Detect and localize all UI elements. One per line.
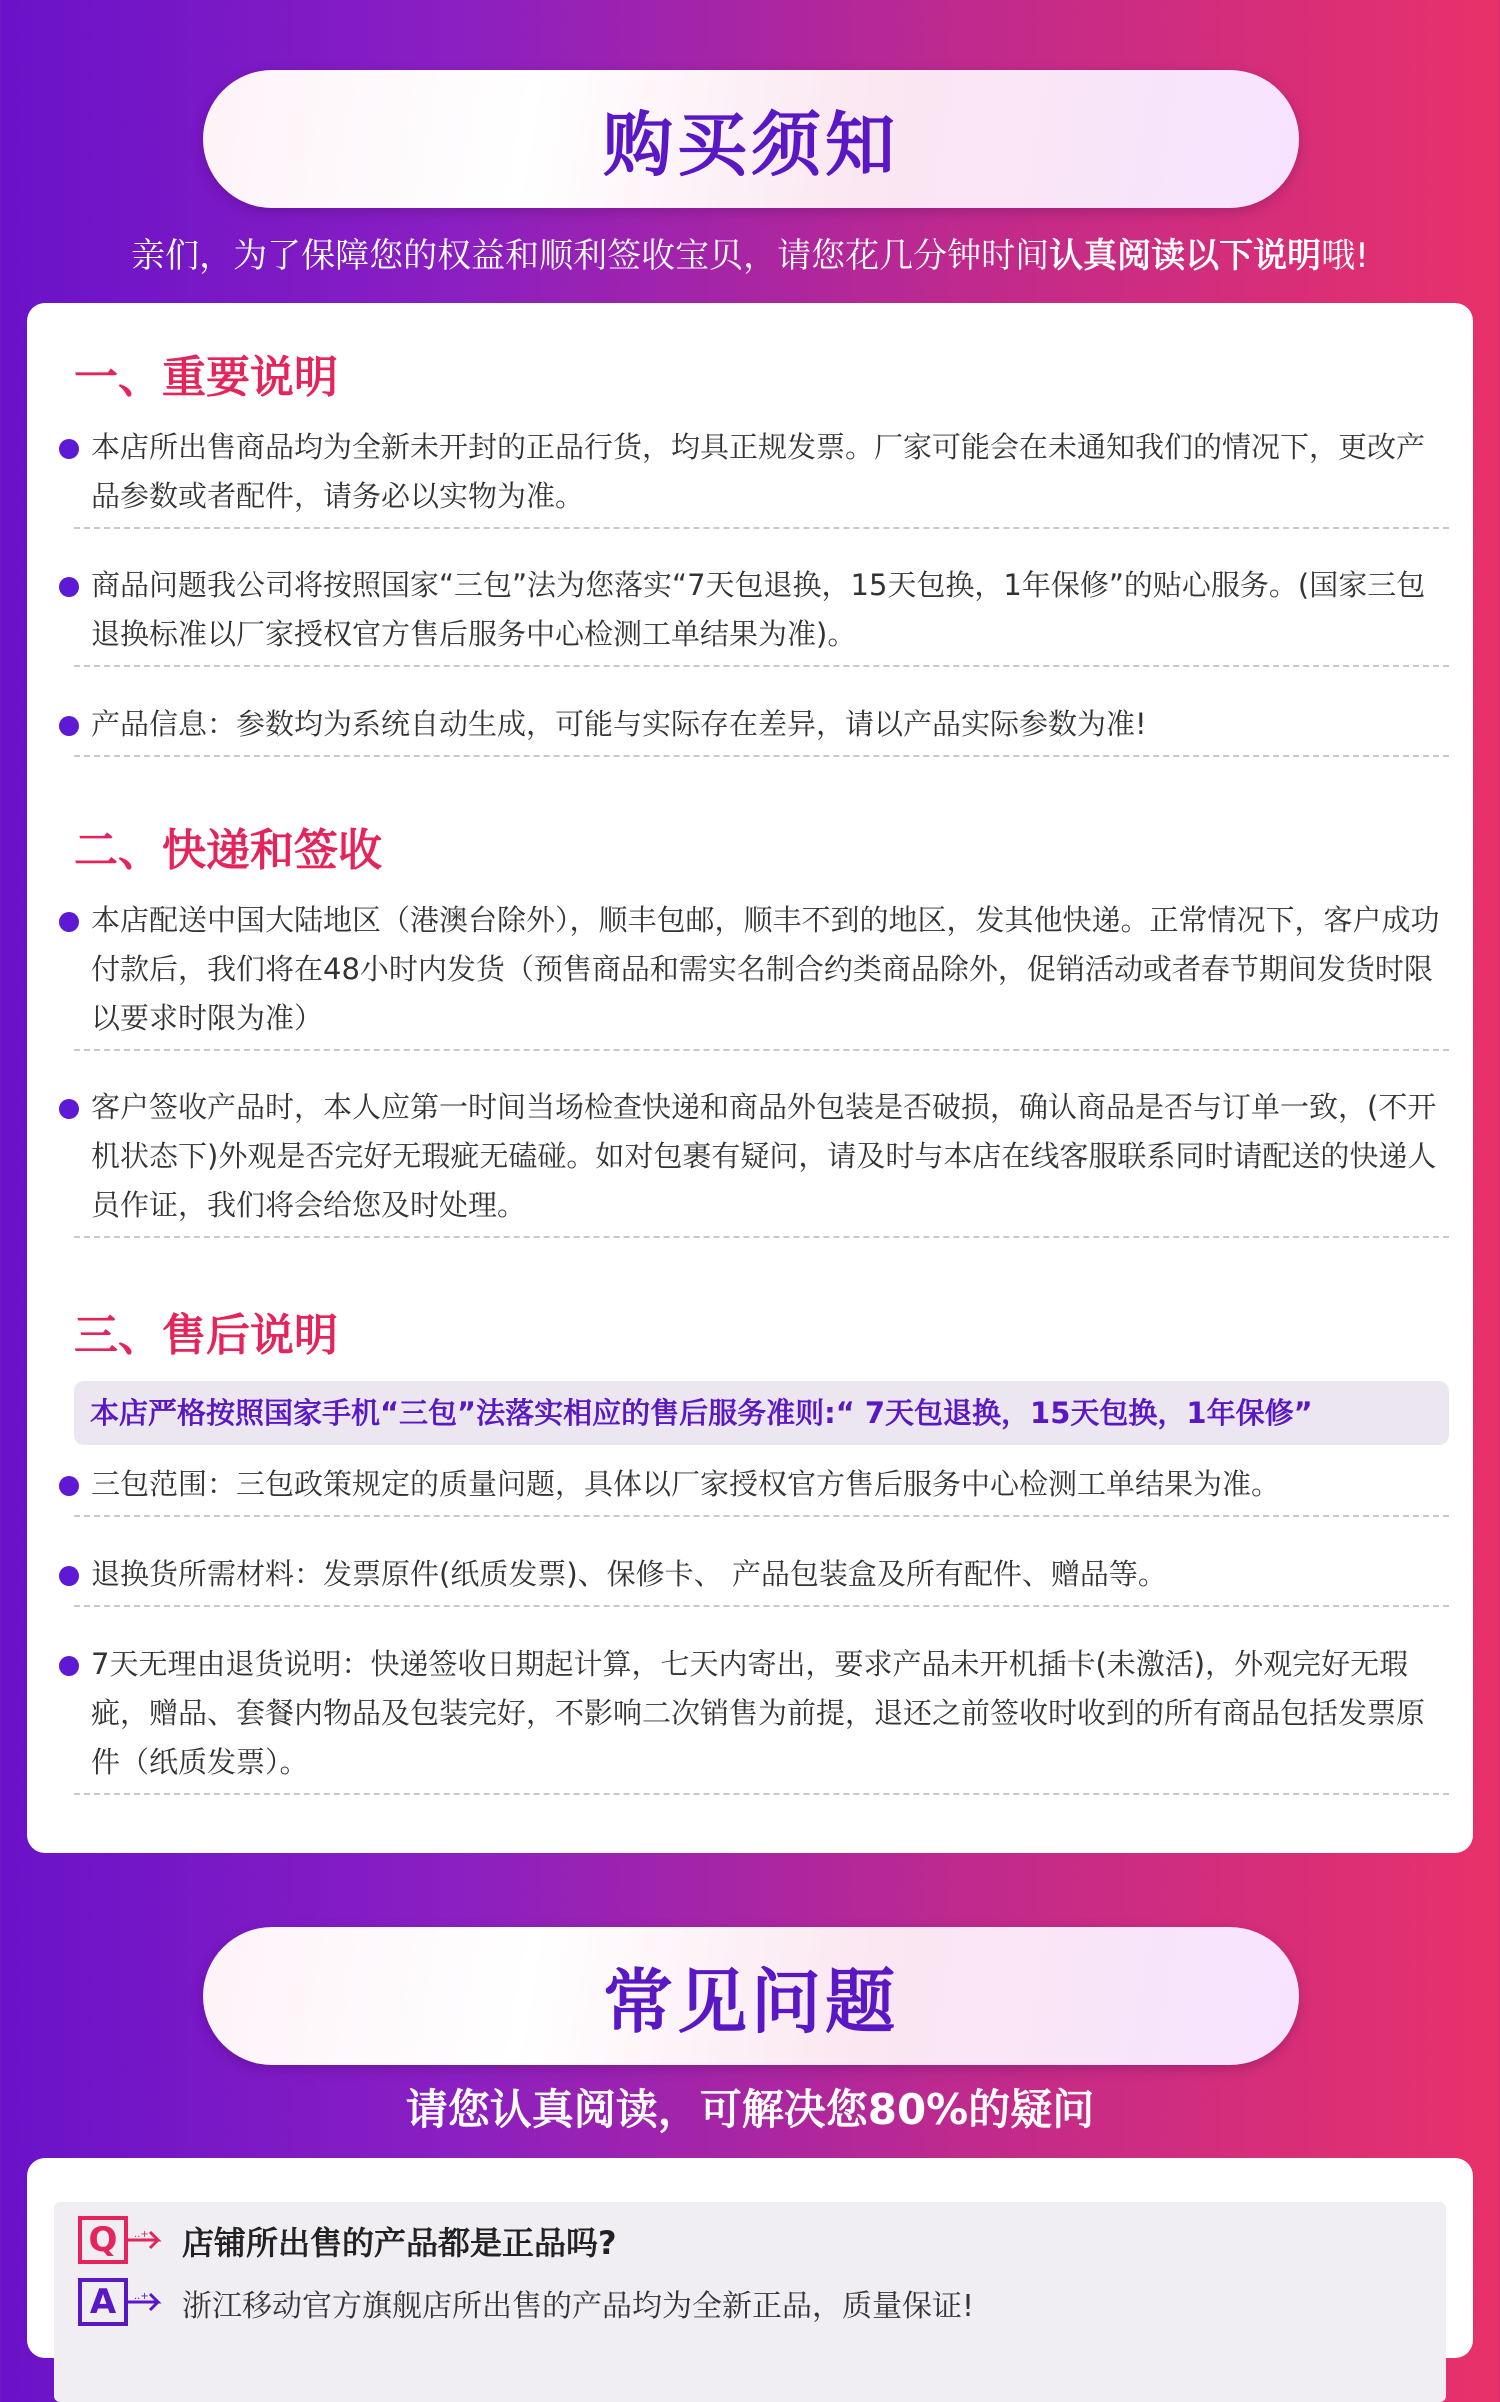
list-item	[27, 1083, 1473, 1238]
faq-title: 常见问题	[603, 1960, 899, 2043]
answer-icon	[78, 2278, 168, 2328]
list-item	[27, 1640, 1473, 1795]
faq-question-text: 店铺所出售的产品都是正品吗?	[182, 2224, 617, 2262]
svg-text:..+: ..+	[134, 2291, 149, 2302]
answer-icon-letter: A	[78, 2278, 128, 2326]
bullet-dot	[59, 716, 79, 736]
item-text: 7天无理由退货说明：快递签收日期起计算，七天内寄出，要求产品未开机插卡(未激活)，外观完好无瑕疵，赠品、套餐内物品及包装完好，不影响二次销售为前提，退还之前签收时收到的所有商品包括发票原件（纸质发票）。	[91, 1647, 1426, 1779]
item-text: 退换货所需材料：发票原件(纸质发票)、保修卡、 产品包装盒及所有配件、赠品等。	[91, 1557, 1167, 1591]
item-text: 本店所出售商品均为全新未开封的正品行货，均具正规发票。厂家可能会在未通知我们的情况下，更改产品参数或者配件，请务必以实物为准。	[91, 430, 1426, 513]
list-item	[27, 561, 1473, 667]
intro-emphasis: 认真阅读以下说明	[1049, 236, 1322, 276]
bullet-dot	[59, 577, 79, 597]
section-title-aftersales: 三、售后说明	[74, 1310, 338, 1361]
faq-title-banner	[203, 1927, 1299, 2065]
bullet-dot	[59, 1656, 79, 1676]
intro-text: 亲们，为了保障您的权益和顺利签收宝贝，请您花几分钟时间	[131, 236, 1050, 276]
divider	[74, 1236, 1449, 1238]
question-icon-letter: Q	[78, 2216, 128, 2264]
section-title-important: 一、重要说明	[74, 352, 338, 403]
notice-intro	[0, 228, 1500, 284]
item-text: 客户签收产品时，本人应第一时间当场检查快递和商品外包装是否破损，确认商品是否与订单一致，(不开机状态下)外观是否完好无瑕疵无磕碰。如对包裹有疑问，请及时与本店在线客服联系同时请配送的快递人员作证，我们将会给您及时处理。	[91, 1090, 1437, 1222]
item-text: 三包范围：三包政策规定的质量问题，具体以厂家授权官方售后服务中心检测工单结果为准。	[91, 1467, 1281, 1501]
divider	[74, 1793, 1449, 1795]
answer-arrow-icon	[128, 2290, 168, 2314]
section-title-shipping: 二、快递和签收	[74, 825, 382, 876]
bullet-dot	[59, 1566, 79, 1586]
list-item	[27, 896, 1473, 1051]
question-icon	[78, 2216, 168, 2266]
aftersales-list	[27, 1460, 1473, 1860]
faq-card	[27, 2158, 1473, 2358]
faq-answer-row	[78, 2278, 974, 2328]
question-arrow-icon	[128, 2228, 168, 2252]
divider	[74, 1515, 1449, 1517]
list-item	[27, 1460, 1473, 1517]
divider	[74, 1605, 1449, 1607]
bullet-dot	[59, 439, 79, 459]
item-text: 本店配送中国大陆地区（港澳台除外），顺丰包邮，顺丰不到的地区，发其他快递。正常情况下，客户成功付款后，我们将在48小时内发货（预售商品和需实名制合约类商品除外，促销活动或者春节期间发货时限以要求时限为准）	[91, 903, 1440, 1035]
bullet-dot	[59, 1476, 79, 1496]
faq-question-row[interactable]	[78, 2216, 617, 2266]
notice-title-banner	[203, 70, 1299, 208]
faq-subtitle: 请您认真阅读，可解决您80%的疑问	[405, 2085, 1095, 2134]
divider	[74, 665, 1449, 667]
svg-text:..+: ..+	[134, 2229, 149, 2240]
item-text: 商品问题我公司将按照国家“三包”法为您落实“7天包退换，15天包换，1年保修”的贴心服务。(国家三包退换标准以厂家授权官方售后服务中心检测工单结果为准)。	[91, 568, 1426, 651]
divider	[74, 527, 1449, 529]
faq-answer-text: 浙江移动官方旗舰店所出售的产品均为全新正品，质量保证!	[182, 2289, 975, 2324]
bullet-dot	[59, 912, 79, 932]
divider	[74, 755, 1449, 757]
faq-item	[54, 2202, 1446, 2402]
bullet-dot	[59, 1099, 79, 1119]
item-text: 产品信息：参数均为系统自动生成，可能与实际存在差异，请以产品实际参数为准!	[91, 707, 1147, 741]
list-item	[27, 700, 1473, 757]
list-item	[27, 423, 1473, 529]
divider	[74, 1049, 1449, 1051]
intro-end: 哦!	[1321, 236, 1369, 276]
notice-title: 购买须知	[603, 103, 899, 186]
list-item	[27, 1550, 1473, 1607]
aftersales-rule-banner: 本店严格按照国家手机“三包”法落实相应的售后服务准则:“ 7天包退换，15天包换，1年保修”	[74, 1381, 1449, 1445]
